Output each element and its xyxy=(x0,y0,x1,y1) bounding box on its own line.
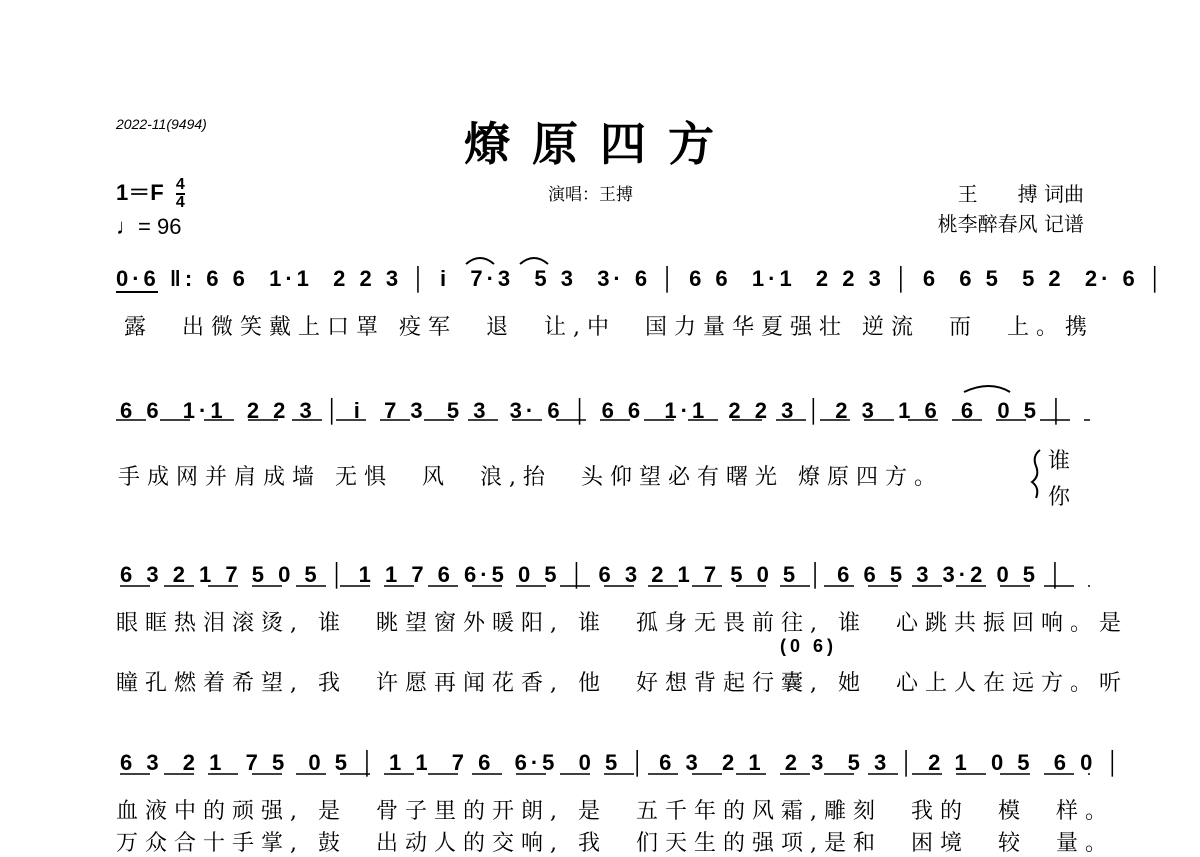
transcriber-credit: 桃李醉春风 记谱 xyxy=(937,212,1084,236)
alt-note-marking: (0 6) xyxy=(780,636,838,656)
singer-credit: 演唱：王搏 xyxy=(548,185,633,205)
lyrics-row-4b: 万众合十手掌, 鼓 出动人的交响, 我 们天生的强项,是和 困境 较 量。 xyxy=(116,831,1114,856)
lyrics-row-2: 手成网并肩成墙 无惧 风 浪,抬 头仰望必有曙光 燎原四方。 xyxy=(118,465,943,490)
lyrics-row-3b: 瞳孔燃着希望, 我 许愿再闻花香, 他 好想背起行囊, 她 心上人在远方。听 xyxy=(116,671,1128,696)
notation-row-2: 6 6 1·1 2 2 3 │ i 7 3 5 3 3· 6 │ 6 6 1·1 2 2 3 │ 2 3 1 6 6 0 5 │ xyxy=(120,398,1068,423)
score-code: 2022-11(9494) xyxy=(116,116,207,132)
lyrics-row-1: 露 出微笑戴上口罩 疫军 退 让,中 国力量华夏强壮 逆流 而 上。携 xyxy=(124,315,1094,340)
lyrics-row-4a: 血液中的顽强, 是 骨子里的开朗, 是 五千年的风霜,雕刻 我的 模 样。 xyxy=(116,799,1114,824)
notation-row-3: 6 3 2 1 7 5 0 5 │ 1 1 7 6 6·5 0 5 │ 6 3 2 1 7 5 0 5 │ 6 6 5 3 3·2 0 5 │ xyxy=(120,562,1067,587)
song-title: 燎原四方 xyxy=(464,117,736,171)
time-bottom: 4 xyxy=(175,194,185,212)
tempo-marking: ♩= 96 xyxy=(116,214,182,239)
key-label: 1＝F xyxy=(116,180,164,205)
notation-row-4: 6 3 2 1 7 5 0 5 │ 1 1 7 6 6·5 0 5 │ 6 3 2 1 2 3 5 3 │ 2 1 0 5 6 0 │ xyxy=(120,750,1125,775)
time-top: 4 xyxy=(175,176,185,194)
composer-credit: 王 搏 词曲 xyxy=(957,182,1084,206)
lyrics-branch-1: 谁 xyxy=(1048,449,1071,474)
notation-row-1: 0·6 ‖: 6 6 1·1 2 2 3 │ i 7·3 5 3 3· 6 │ 6 6 1·1 2 2 3 │ 6 6 5 5 2 2· 6 │ xyxy=(116,266,1167,291)
lyrics-row-3a: 眼眶热泪滚烫, 谁 眺望窗外暖阳, 谁 孤身无畏前往, 谁 心跳共振回响。是 xyxy=(116,611,1128,636)
lyrics-branch-2: 你 xyxy=(1048,485,1071,510)
